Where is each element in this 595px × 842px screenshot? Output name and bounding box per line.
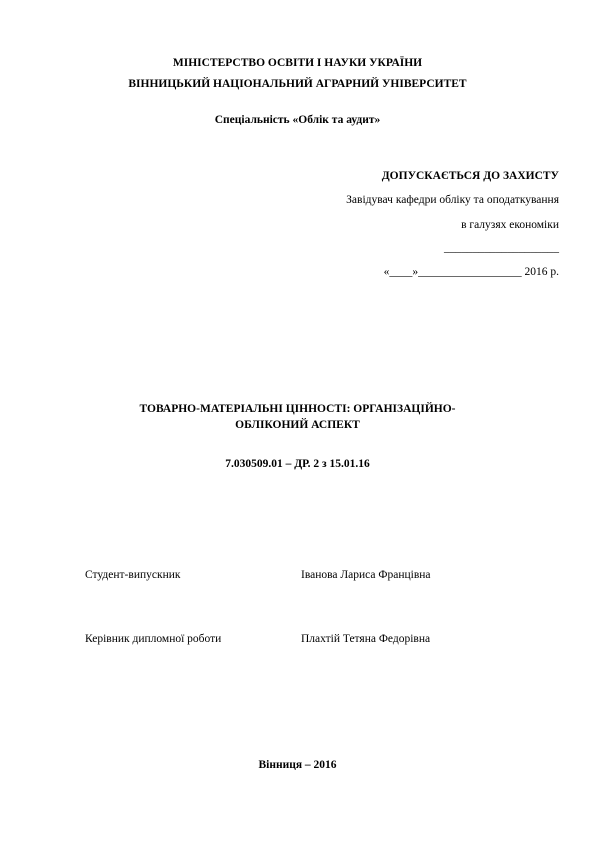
thesis-title-line2: ОБЛІКОНИЙ АСПЕКТ [235,419,360,431]
supervisor-name: Плахтій Тетяна Федорівна [301,633,431,645]
approval-position-line2: в галузях економіки [461,219,559,231]
student-name: Іванова Лариса Францівна [301,569,431,581]
university-heading: ВІННИЦЬКИЙ НАЦІОНАЛЬНИЙ АГРАРНИЙ УНІВЕРСИТЕТ [128,78,467,90]
approval-date-line: «____»__________________ 2016 р. [383,266,559,278]
thesis-title-line1: ТОВАРНО-МАТЕРІАЛЬНІ ЦІННОСТІ: ОРГАНІЗАЦІЙНО- [139,403,456,415]
approval-title: ДОПУСКАЄТЬСЯ ДО ЗАХИСТУ [381,170,559,182]
approval-signature-line: ____________________ [444,242,559,254]
supervisor-label: Керівник дипломної роботи [85,633,222,645]
approval-position-line1: Завідувач кафедри обліку та оподаткування [346,194,559,206]
specialty-line: Спеціальність «Облік та аудит» [214,114,381,126]
city-year: Вінниця – 2016 [258,759,337,771]
student-label: Студент-випускник [85,569,181,581]
thesis-code: 7.030509.01 – ДР. 2 з 15.01.16 [225,458,370,470]
ministry-heading: МІНІСТЕРСТВО ОСВІТИ І НАУКИ УКРАЇНИ [172,57,423,69]
